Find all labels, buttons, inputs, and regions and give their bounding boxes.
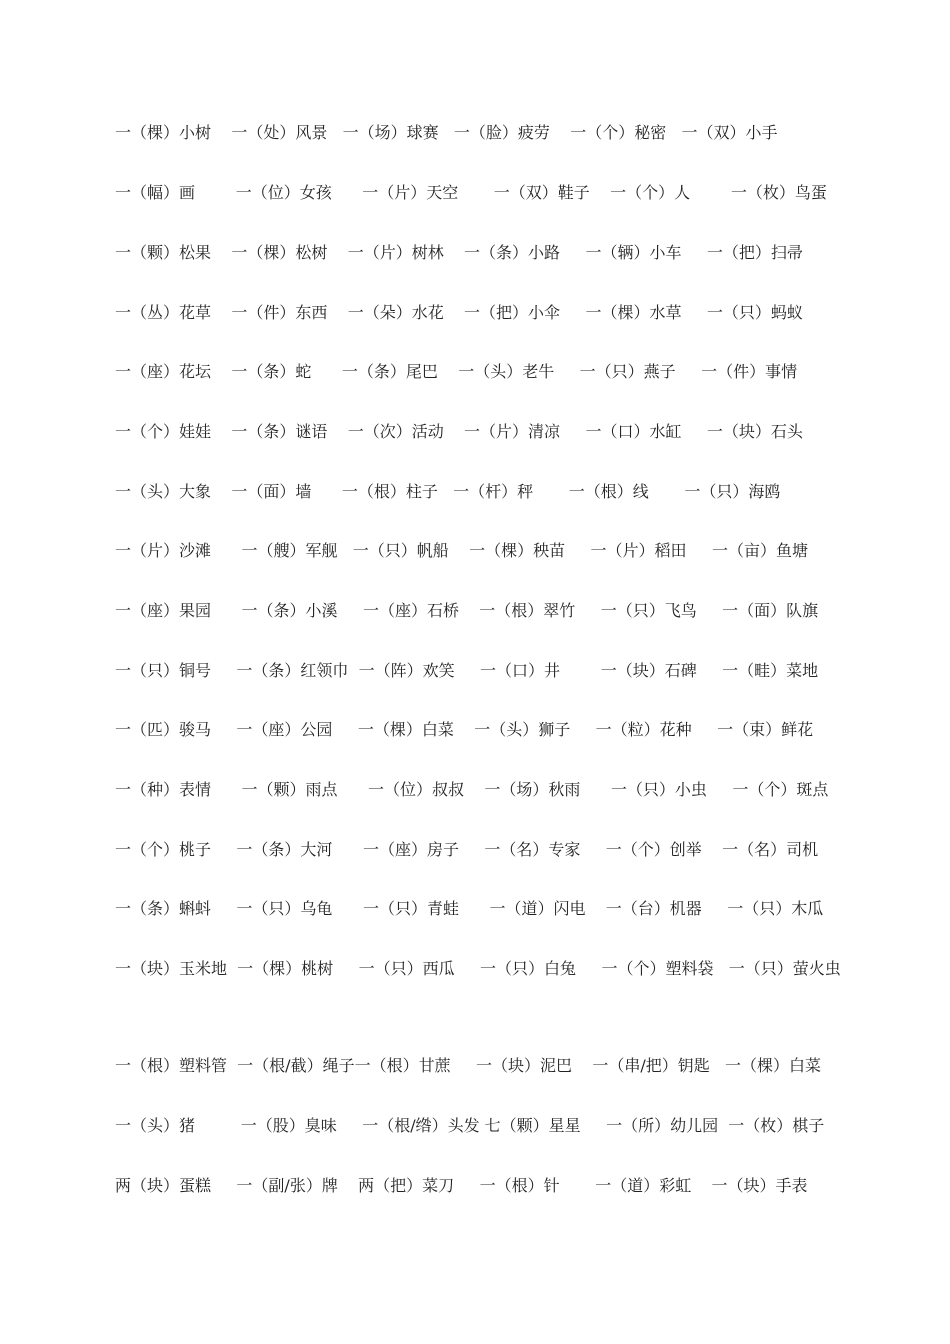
measure-word-line: 一（棵）小树 一（处）风景 一（场）球赛 一（脸）疲劳 一（个）秘密 一（双）小手 (115, 123, 778, 142)
measure-word-line: 一（匹）骏马 一（座）公园 一（棵）白菜 一（头）狮子 一（粒）花种 一（束）鲜花 (115, 720, 814, 739)
measure-word-line: 一（根）塑料管 一（根/截）绳子一（根）甘蔗 一（块）泥巴 一（串/把）钥匙 一（棵）白菜 (115, 1056, 821, 1075)
measure-word-line: 一（头）猪 一（股）臭味 一（根/绺）头发 七（颗）星星 一（所）幼儿园 一（枚）棋子 (115, 1116, 825, 1135)
measure-word-line: 一（种）表情 一（颗）雨点 一（位）叔叔 一（场）秋雨 一（只）小虫 一（个）斑点 (115, 780, 829, 799)
measure-word-line: 一（头）大象 一（面）墙 一（根）柱子 一（杆）秤 一（根）线 一（只）海鸥 (115, 482, 781, 501)
measure-word-line: 一（幅）画 一（位）女孩 一（片）天空 一（双）鞋子 一（个）人 一（枚）鸟蛋 (115, 183, 827, 202)
measure-word-line: 一（丛）花草 一（件）东西 一（朵）水花 一（把）小伞 一（棵）水草 一（只）蚂蚁 (115, 303, 803, 322)
measure-word-line: 一（颗）松果 一（棵）松树 一（片）树林 一（条）小路 一（辆）小车 一（把）扫帚 (115, 243, 803, 262)
measure-word-line: 一（片）沙滩 一（艘）军舰 一（只）帆船 一（棵）秧苗 一（片）稻田 一（亩）鱼塘 (115, 541, 808, 560)
measure-word-line: 一（个）娃娃 一（条）谜语 一（次）活动 一（片）清凉 一（口）水缸 一（块）石头 (115, 422, 803, 441)
measure-word-line: 一（个）桃子 一（条）大河 一（座）房子 一（名）专家 一（个）创举 一（名）司机 (115, 840, 819, 859)
measure-word-line: 一（座）花坛 一（条）蛇 一（条）尾巴 一（头）老牛 一（只）燕子 一（件）事情 (115, 362, 798, 381)
measure-word-line: 两（块）蛋糕 一（副/张）牌 两（把）菜刀 一（根）针 一（道）彩虹 一（块）手表 (115, 1176, 808, 1195)
measure-word-line: 一（块）玉米地 一（棵）桃树 一（只）西瓜 一（只）白兔 一（个）塑料袋 一（只）萤火虫 (115, 959, 841, 978)
measure-word-line: 一（只）铜号 一（条）红领巾 一（阵）欢笑 一（口）井 一（块）石碑 一（畦）菜地 (115, 661, 819, 680)
measure-word-line: 一（座）果园 一（条）小溪 一（座）石桥 一（根）翠竹 一（只）飞鸟 一（面）队旗 (115, 601, 819, 620)
measure-word-line: 一（条）蝌蚪 一（只）乌龟 一（只）青蛙 一（道）闪电 一（台）机器 一（只）木瓜 (115, 899, 824, 918)
